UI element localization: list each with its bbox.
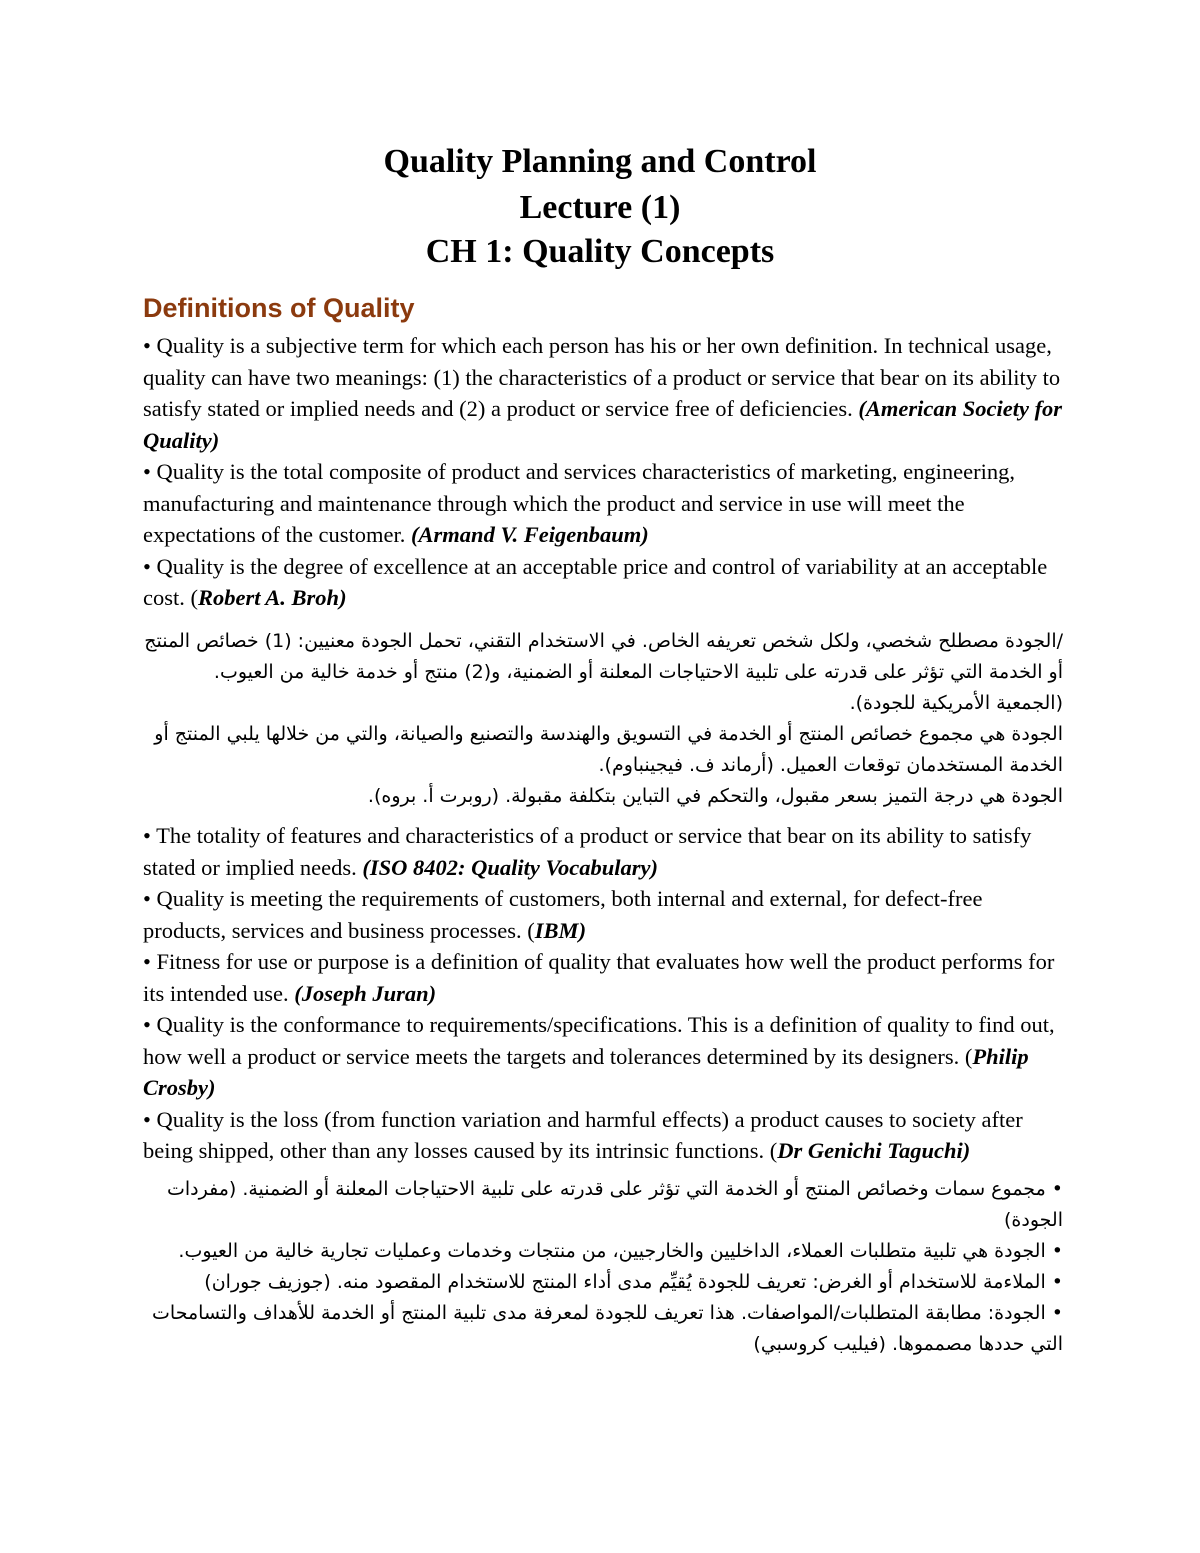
definition-paragraph: • Quality is meeting the requirements of customers, both internal and external, for defect-free products, services and business processes. (IBM) bbox=[143, 886, 983, 943]
definition-source: Philip Crosby) bbox=[143, 1043, 1029, 1100]
definition-paragraph: • Quality is the conformance to requirements/specifications. This is a definition of quality to find out, how well a product or service meets the targets and tolerances determined by its designers. (Philip Crosby) bbox=[143, 1012, 1055, 1100]
arabic-paragraph: /الجودة مصطلح شخصي، ولكل شخص تعريفه الخاص. في الاستخدام التقني، تحمل الجودة معنيين: (1) خصائص المنتج أو الخدمة التي تؤثر على قدرته على تلبية الاحتياجات المعلنة أو الضمنية، و(2) منتج أو خدمة خالية من العيوب. (الجمعية الأمريكية للجودة). bbox=[144, 630, 1063, 714]
arabic-paragraph: • مجموع سمات وخصائص المنتج أو الخدمة التي تؤثر على قدرته على تلبية الاحتياجات المعلنة أو الضمنية. (مفردات الجودة) bbox=[166, 1178, 1063, 1231]
arabic-paragraph: • الملاءمة للاستخدام أو الغرض: تعريف للجودة يُقيِّم مدى أداء المنتج للاستخدام المقصود منه. (جوزيف جوران) bbox=[204, 1271, 1063, 1293]
arabic-translation-block-2 bbox=[143, 1174, 1063, 1360]
definition-paragraph: • Quality is the degree of excellence at an acceptable price and control of variability at an acceptable cost. (Robert A. Broh) bbox=[143, 553, 1048, 610]
arabic-paragraph: • الجودة هي تلبية متطلبات العملاء، الداخليين والخارجيين، من منتجات وخدمات وعمليات تجارية خالية من العيوب. bbox=[178, 1240, 1063, 1262]
arabic-paragraph: • الجودة: مطابقة المتطلبات/المواصفات. هذا تعريف للجودة لمعرفة مدى تلبية المنتج أو الخدمة للأهداف والتسامحات التي حددها مصمموها. (فيليب كروسبي) bbox=[152, 1302, 1063, 1355]
lecture-number: Lecture (1) bbox=[519, 189, 681, 226]
arabic-paragraph: الجودة هي درجة التميز بسعر مقبول، والتحكم في التباين بتكلفة مقبولة. (روبرت أ. بروه). bbox=[367, 785, 1063, 807]
definition-source: Dr Genichi Taguchi) bbox=[777, 1138, 971, 1163]
definition-paragraph: • Fitness for use or purpose is a definition of quality that evaluates how well the product performs for its intended use. (Joseph Juran) bbox=[143, 949, 1055, 1006]
chapter-title: CH 1: Quality Concepts bbox=[425, 233, 775, 270]
definition-paragraph: • The totality of features and characteristics of a product or service that bear on its ability to satisfy stated or implied needs. (ISO 8402: Quality Vocabulary) bbox=[143, 823, 1032, 880]
definition-source: (ISO 8402: Quality Vocabulary) bbox=[362, 854, 658, 880]
definition-source: (Armand V. Feigenbaum) bbox=[411, 522, 649, 547]
definition-source: (Joseph Juran) bbox=[294, 980, 437, 1006]
definition-paragraph: • Quality is the loss (from function variation and harmful effects) a product causes to society after being shipped, other than any losses caused by its intrinsic functions. (Dr Genichi Taguchi) bbox=[143, 1106, 1023, 1163]
definition-paragraph: • Quality is the total composite of product and services characteristics of marketing, engineering, manufacturing and maintenance through which the product and service in use will meet the expectations of the customer. (Armand V. Feigenbaum) bbox=[143, 459, 1015, 547]
section-heading-definitions: Definitions of Quality bbox=[143, 293, 415, 323]
document-title: Quality Planning and Control bbox=[383, 143, 817, 180]
definition-source: IBM) bbox=[534, 917, 587, 943]
definition-source: (American Society for Quality) bbox=[143, 396, 1063, 453]
english-definitions-block-1 bbox=[143, 330, 1063, 614]
definition-paragraph: • Quality is a subjective term for which each person has his or her own definition. In technical usage, quality can have two meanings: (1) the characteristics of a product or service that bear on its ability to satisfy stated or implied needs and (2) a product or service free of deficiencies. (American Society for Quality) bbox=[143, 333, 1063, 453]
english-definitions-block-2 bbox=[143, 820, 1063, 1167]
arabic-translation-block-1 bbox=[143, 626, 1063, 812]
definition-source: Robert A. Broh) bbox=[198, 585, 347, 610]
arabic-paragraph: الجودة هي مجموع خصائص المنتج أو الخدمة في التسويق والهندسة والتصنيع والصيانة، والتي من خلالها يلبي المنتج أو الخدمة المستخدمان توقعات العميل. (أرماند ف. فيجينباوم). bbox=[154, 723, 1063, 776]
